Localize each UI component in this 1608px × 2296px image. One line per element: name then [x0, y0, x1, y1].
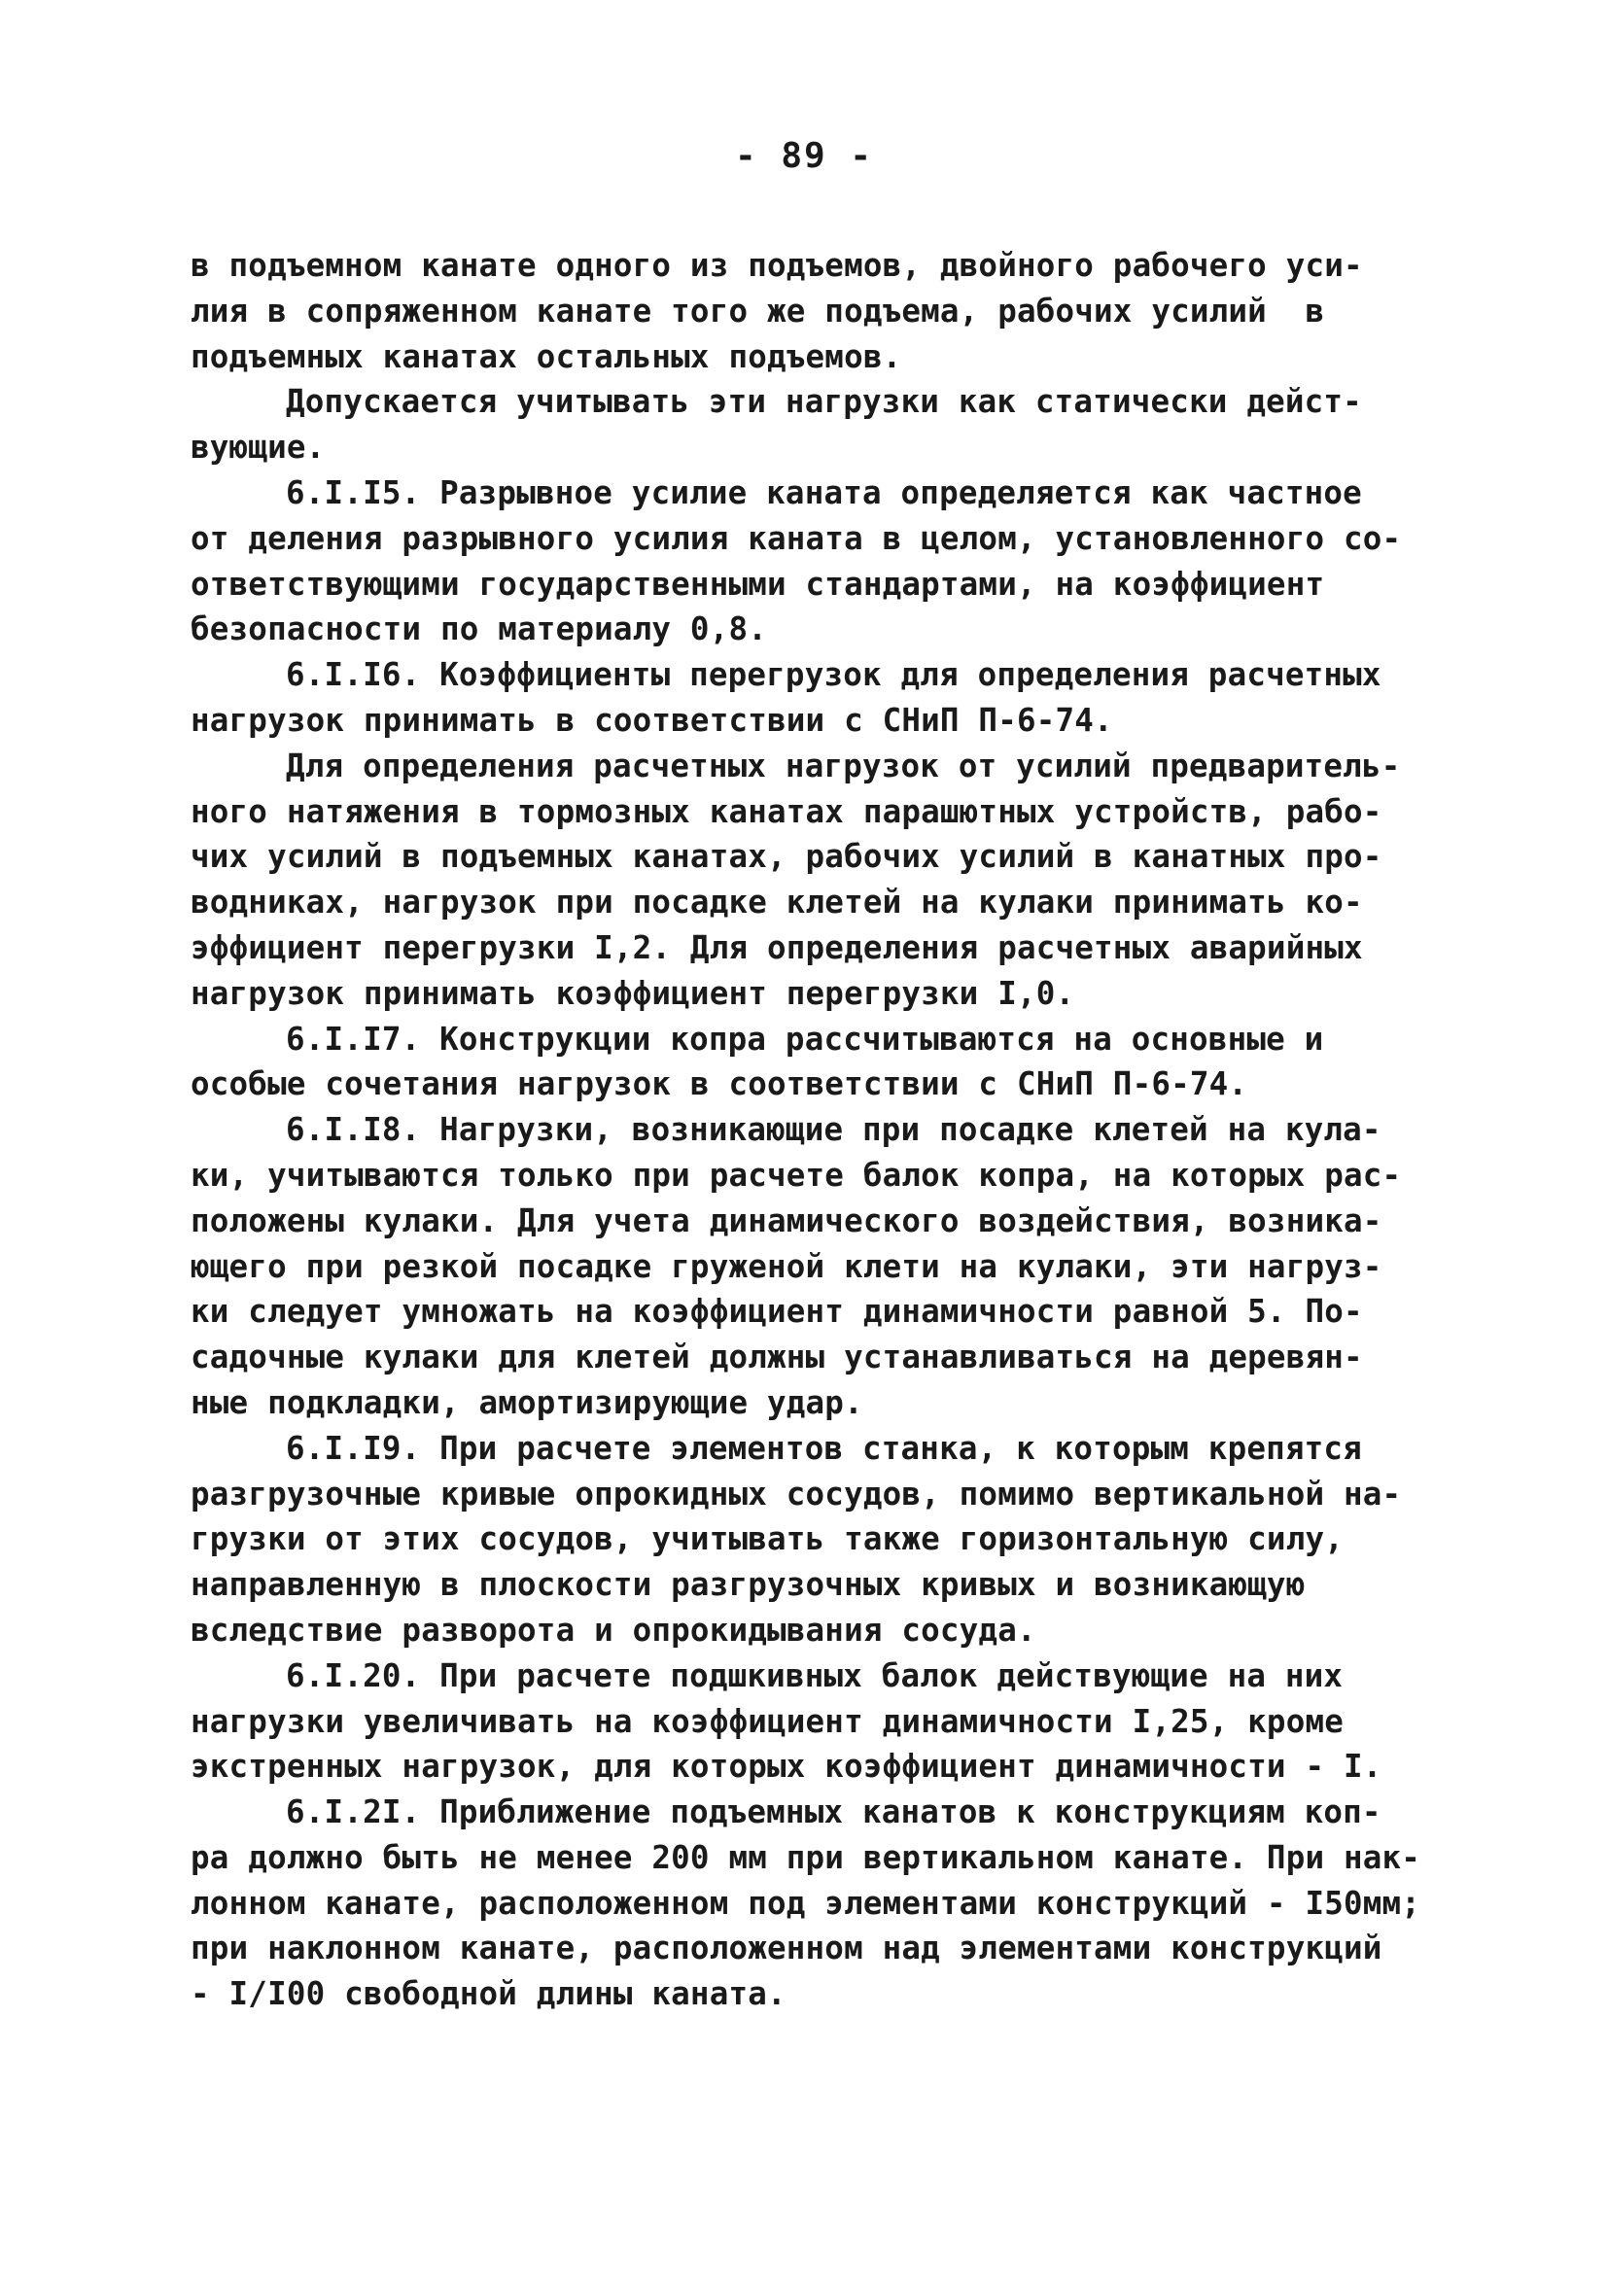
text-line: Для определения расчетных нагрузок от усилий предваритель- — [286, 747, 1401, 784]
page-number: - 89 - — [734, 136, 874, 176]
text-line: при наклонном канате, расположенном над элементами конструкций — [191, 1930, 1382, 1967]
text-line: ного натяжения в тормозных канатах парашютных устройств, рабо- — [191, 792, 1382, 830]
text-line: вующие. — [191, 429, 326, 467]
text-line: экстренных нагрузок, для которых коэффициент динамичности - I. — [191, 1748, 1382, 1786]
text-line: 6.I.I5. Разрывное усилие каната определяется как частное — [286, 473, 1362, 511]
text-line: лонном канате, расположенном под элементами конструкций - I50мм; — [191, 1884, 1421, 1922]
text-line: разгрузочные кривые опрокидных сосудов, помимо вертикальной на- — [191, 1475, 1402, 1513]
text-line: ра должно быть не менее 200 мм при вертикальном канате. При нак- — [191, 1838, 1421, 1876]
text-line: нагрузок принимать в соответствии с СНиП П-6-74. — [191, 701, 1113, 739]
text-line: лия в сопряженном канате того же подъема, рабочих усилий в — [191, 292, 1325, 330]
text-line: ные подкладки, амортизирующие удар. — [191, 1383, 863, 1421]
text-line: 6.I.I8. Нагрузки, возникающие при посадке клетей на кула- — [286, 1111, 1381, 1149]
text-line: 6.I.I7. Конструкции копра рассчитываются на основные и — [286, 1020, 1324, 1058]
text-line: вследствие разворота и опрокидывания сосуда. — [191, 1611, 1036, 1649]
text-line: положены кулаки. Для учета динамического воздействия, возника- — [191, 1201, 1382, 1239]
text-line: эффициент перегрузки I,2. Для определения расчетных аварийных — [191, 928, 1363, 966]
text-line: 6.I.2I. Приближение подъемных канатов к конструкциям коп- — [286, 1793, 1381, 1831]
text-line: 6.I.I6. Коэффициенты перегрузок для определения расчетных — [286, 656, 1381, 694]
text-line: нагрузок принимать коэффициент перегрузки I,0. — [191, 974, 1075, 1012]
text-line: в подъемном канате одного из подъемов, двойного рабочего уси- — [191, 247, 1363, 284]
text-line: - I/I00 свободной длины каната. — [191, 1975, 787, 2013]
text-line: грузки от этих сосудов, учитывать также горизонтальную силу, — [191, 1520, 1344, 1558]
text-line: ки следует умножать на коэффициент динамичности равной 5. По- — [191, 1293, 1363, 1331]
text-line: водниках, нагрузок при посадке клетей на кулаки принимать ко- — [191, 884, 1363, 922]
text-line: 6.I.I9. При расчете элементов станка, к которым крепятся — [286, 1429, 1362, 1467]
text-line: подъемных канатах остальных подъемов. — [191, 337, 902, 375]
text-line: направленную в плоскости разгрузочных кривых и возникающую — [191, 1566, 1306, 1604]
text-line: нагрузки увеличивать на коэффициент динамичности I,25, кроме — [191, 1702, 1344, 1740]
text-line: ющего при резкой посадке груженой клети на кулаки, эти нагруз- — [191, 1247, 1382, 1285]
text-line: особые сочетания нагрузок в соответствии с СНиП П-6-74. — [191, 1065, 1248, 1103]
text-line: от деления разрывного усилия каната в целом, установленного со- — [191, 519, 1402, 557]
text-line: ответствующими государственными стандартами, на коэффициент — [191, 565, 1325, 603]
text-line: ки, учитываются только при расчете балок копра, на которых рас- — [191, 1156, 1402, 1194]
text-line: 6.I.20. При расчете подшкивных балок действующие на них — [286, 1656, 1344, 1694]
text-line: садочные кулаки для клетей должны устанавливаться на деревян- — [191, 1339, 1363, 1376]
text-line: чих усилий в подъемных канатах, рабочих усилий в канатных про- — [191, 838, 1382, 876]
text-line: Допускается учитывать эти нагрузки как статически дейст- — [286, 383, 1362, 421]
text-line: безопасности по материалу 0,8. — [191, 610, 767, 648]
body-text — [191, 243, 1454, 2017]
